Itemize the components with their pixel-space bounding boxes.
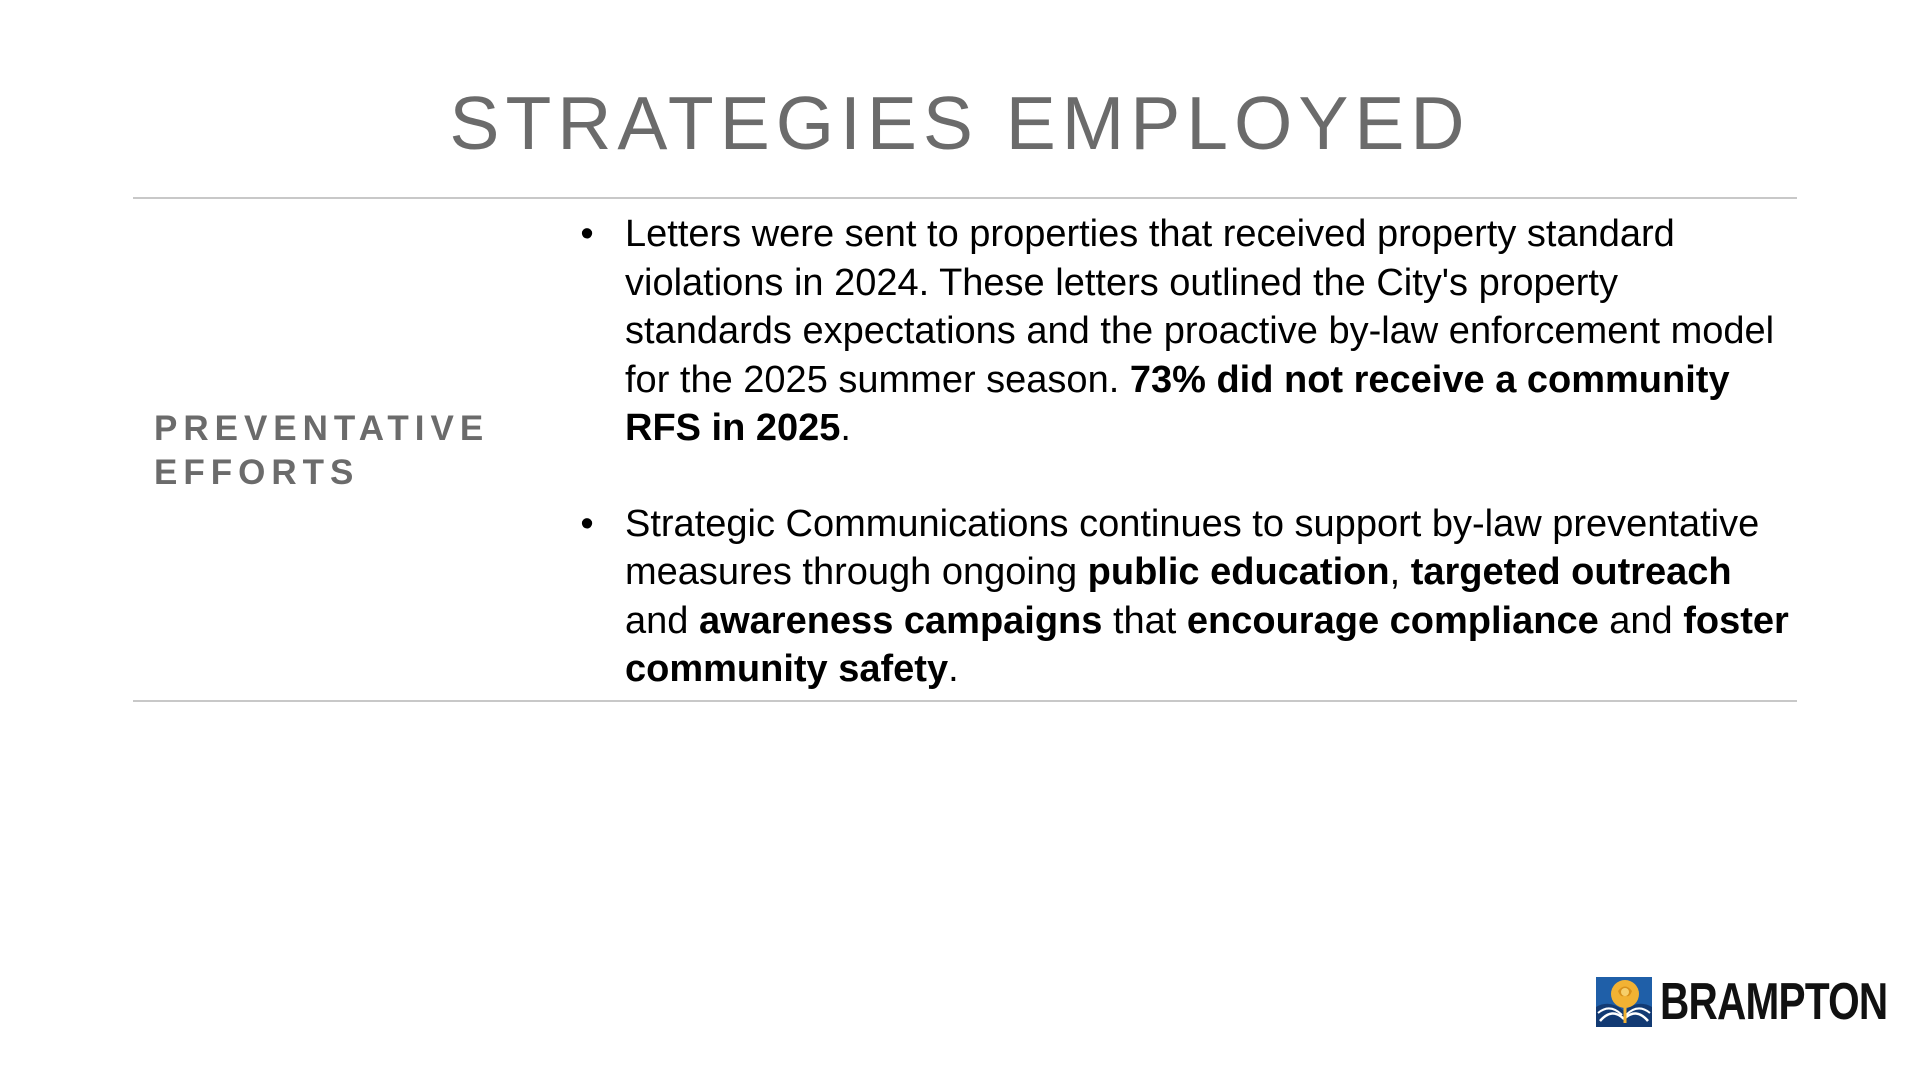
bullet-text-segment: .: [948, 648, 959, 690]
bullet-text-segment: and: [625, 599, 699, 642]
slide-title: STRATEGIES EMPLOYED: [449, 81, 1471, 165]
bullet-text-segment: Letters were sent to properties that received property standard violations in 2024. These letters outlined the City's property standards expectations and the proactive by-law enforcement model for the 2025 summer season.: [625, 213, 1775, 401]
row-label-line-2: EFFORTS: [154, 453, 360, 492]
bullet-list: [575, 210, 1795, 741]
table-top-divider: [133, 197, 1797, 199]
brampton-wordmark: BRAMPTON: [1660, 973, 1888, 1031]
bullet-text-segment-bold: encourage compliance: [1186, 599, 1599, 642]
bullet-text-segment-bold: 73% did not receive a community RFS in 2025: [625, 358, 1730, 449]
bullet-text-segment: Strategic Communications continues to support by-law preventative measures through ongoing: [625, 502, 1760, 593]
bullet-dot-icon: •: [580, 213, 594, 255]
brampton-logo: [1596, 973, 1920, 1031]
bullet-dot-icon: •: [580, 502, 594, 545]
bullet-text-segment-bold: foster community safety: [625, 599, 1789, 690]
bullet-text-segment-bold: public education: [1087, 551, 1390, 593]
bullet-text-segment: ,: [1389, 551, 1411, 593]
bullet-item-letters: [575, 210, 1795, 453]
bullet-text-segment: .: [840, 407, 851, 449]
table-bottom-divider: [133, 700, 1797, 702]
bullet-text-segment: that: [1102, 599, 1187, 642]
bullet-text-segment-bold: targeted outreach: [1410, 551, 1732, 593]
bullet-item-communications: [575, 500, 1795, 694]
brampton-flower-logo-icon: [1596, 977, 1652, 1027]
bullet-text-segment: and: [1598, 599, 1684, 642]
row-label: [154, 407, 554, 495]
bullet-text-segment-bold: awareness campaigns: [698, 599, 1103, 642]
row-label-line-1: PREVENTATIVE: [154, 409, 490, 448]
